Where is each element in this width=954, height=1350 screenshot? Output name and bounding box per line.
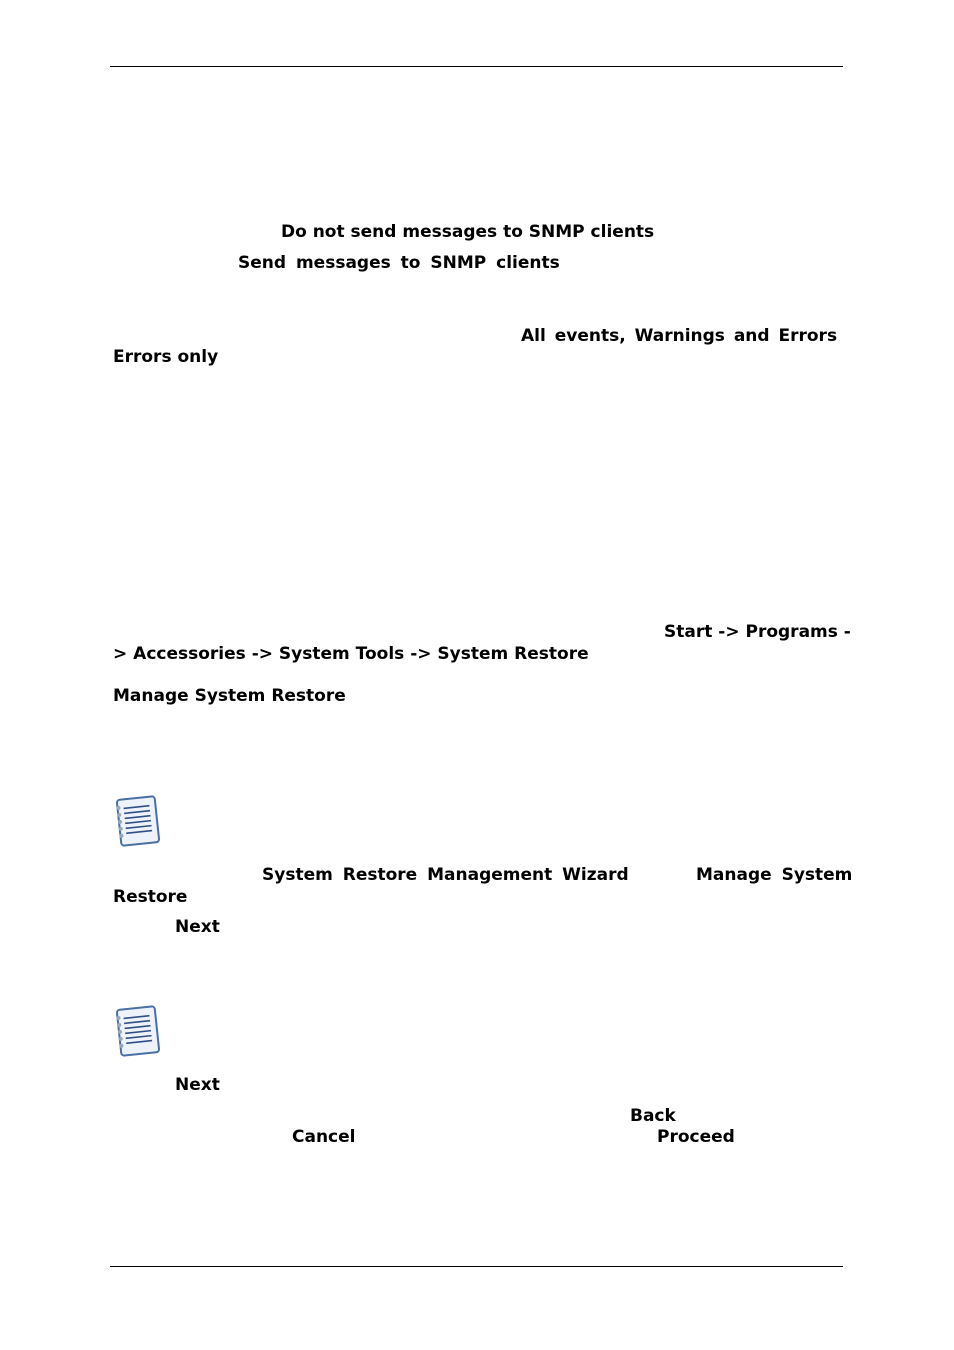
header-rule	[110, 66, 843, 67]
option-send-snmp: Send messages to SNMP clients	[238, 253, 560, 273]
cancel-button-reference: Cancel	[292, 1127, 356, 1147]
next-button-reference-1: Next	[175, 917, 220, 937]
filter-all-events: All events, Warnings and Errors	[521, 326, 838, 346]
start-menu-path-part1: Start -> Programs -	[664, 622, 851, 642]
note-icon	[110, 793, 162, 849]
back-button-reference: Back	[630, 1106, 676, 1126]
note-icon	[110, 1003, 162, 1059]
wizard-name: System Restore Management Wizard	[262, 865, 629, 885]
manage-system-part2: Restore	[113, 887, 188, 907]
manage-system-part1: Manage System	[696, 865, 853, 885]
option-do-not-send-snmp: Do not send messages to SNMP clients	[281, 222, 655, 242]
filter-errors-only: Errors only	[113, 347, 219, 367]
proceed-button-reference: Proceed	[657, 1127, 735, 1147]
footer-rule	[110, 1266, 843, 1267]
next-button-reference-2: Next	[175, 1075, 220, 1095]
start-menu-path-part2: > Accessories -> System Tools -> System Restore	[113, 644, 589, 664]
manage-system-restore-label: Manage System Restore	[113, 686, 346, 706]
